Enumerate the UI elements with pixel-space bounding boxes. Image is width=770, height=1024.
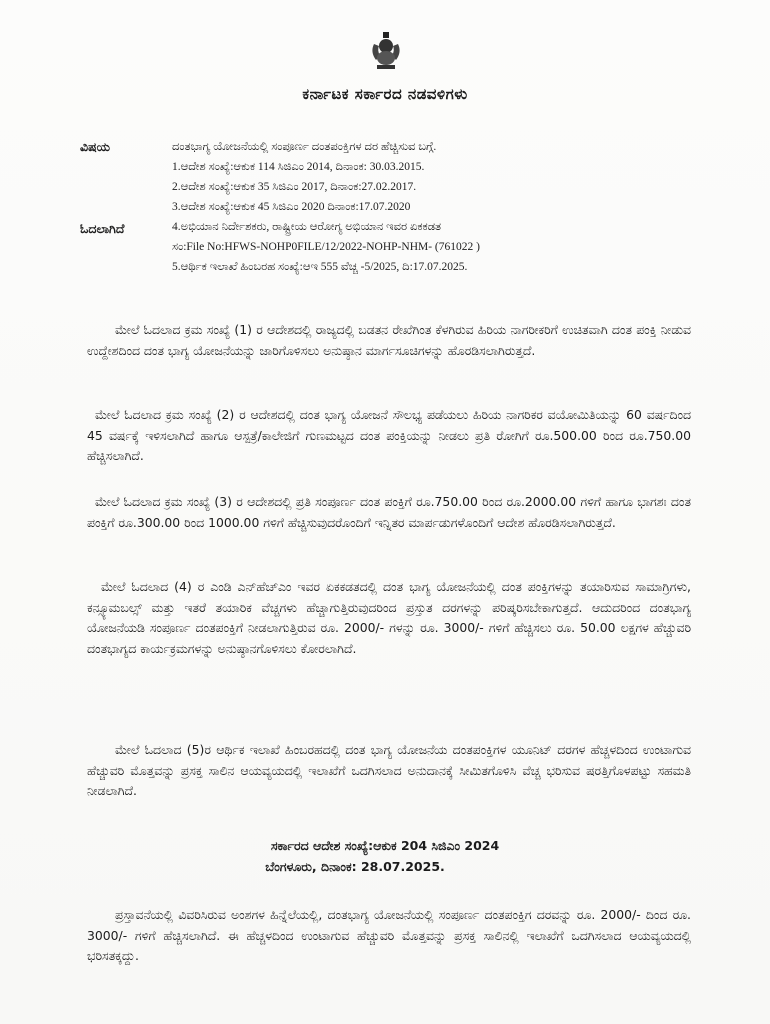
paragraph-4 — [87, 577, 691, 659]
paragraph-5 — [87, 740, 691, 802]
paragraph-text: ಪ್ರಸ್ತಾವನೆಯಲ್ಲಿ ವಿವರಿಸಿರುವ ಅಂಶಗಳ ಹಿನ್ನೆಲೆಯಲ್ಲಿ, ದಂತಭಾಗ್ಯ ಯೋಜನೆಯಲ್ಲಿ ಸಂಪೂರ್ಣ ದಂತಪಂಕ್ತಿಗ ದರವನ್ನು ರೂ. 2000/- ದಿಂದ ರೂ. 3000/- ಗಳಿಗೆ ಹೆಚ್ಚಿಸಲಾಗಿದೆ. ಈ ಹೆಚ್ಚಳದಿಂದ ಉಂಟಾಗುವ ಹೆಚ್ಚುವರಿ ಮೊತ್ತವನ್ನು ಪ್ರಸಕ್ತ ಸಾಲಿನಲ್ಲಿ ಇಲಾಖೆಗೆ ಒದಗಿಸಲಾದ ಆಯವ್ಯಯದಲ್ಲಿ ಭರಿಸತಕ್ಕದ್ದು. — [87, 907, 691, 963]
order-place-date: ಬೆಂಗಳೂರು, ದಿನಾಂಕ: 28.07.2025. — [265, 859, 445, 874]
order-number: ಸರ್ಕಾರದ ಆದೇಶ ಸಂಖ್ಯೆ:ಆಕುಕ 204 ಸಿಜಿಎಂ 2024 — [270, 838, 500, 853]
paragraph-3 — [87, 492, 691, 533]
paragraph-text: ಮೇಲೆ ಓದಲಾದ ಕ್ರಮ ಸಂಖ್ಯೆ (1) ರ ಆದೇಶದಲ್ಲಿ ರಾಜ್ಯದಲ್ಲಿ ಬಡತನ ರೇಖೆಗಿಂತ ಕೆಳಗಿರುವ ಹಿರಿಯ ನಾಗರೀಕರಿಗೆ ಉಚಿತವಾಗಿ ದಂತ ಪಂಕ್ತಿ ನೀಡುವ ಉದ್ದೇಶದಿಂದ ದಂತ ಭಾಗ್ಯ ಯೋಜನೆಯನ್ನು ಜಾರಿಗೊಳಿಸಲು ಅನುಷ್ಠಾನ ಮಾರ್ಗಸೂಚಿಗಳನ್ನು ಹೊರಡಿಸಲಾಗಿರುತ್ತದೆ. — [87, 322, 691, 358]
emblem-icon — [368, 30, 404, 72]
paragraph-1 — [87, 320, 691, 361]
reference-item: 2.ಆದೇಶ ಸಂಖ್ಯೆ:ಆಕುಕ 35 ಸಿಜಿಎಂ 2017, ದಿನಾಂಕ:27.02.2017. — [172, 181, 417, 193]
reference-item: 4.ಅಭಿಯಾನ ನಿರ್ದೇಶಕರು, ರಾಷ್ಟ್ರೀಯ ಆರೋಗ್ಯ ಅಭಿಯಾನ ಇವರ ಏಕಕಡತ — [172, 221, 442, 233]
reference-item: 1.ಆದೇಶ ಸಂಖ್ಯೆ:ಆಕುಕ 114 ಸಿಜಿಎಂ 2014, ದಿನಾಂಕ: 30.03.2015. — [172, 161, 425, 173]
order-paragraph — [87, 905, 691, 967]
subject-label: ವಿಷಯ — [80, 139, 110, 154]
paragraph-text: ಮೇಲೆ ಓದಲಾದ (4) ರ ಎಂಡಿ ಎನ್‌ಹೆಚ್‌ಎಂ ಇವರ ಏಕಕಡತದಲ್ಲಿ ದಂತ ಭಾಗ್ಯ ಯೋಜನೆಯಲ್ಲಿ ದಂತ ಪಂಕ್ತಿಗಳನ್ನು ತಯಾರಿಸುವ ಸಾಮಾಗ್ರಿಗಳು, ಕನ್ಸ್ಯೂಮಬಲ್ಸ್ ಮತ್ತು ಇತರೆ ತಯಾರಿಕ ವೆಚ್ಚಗಳು ಹೆಚ್ಚಾಗುತ್ತಿರುವುದರಿಂದ ಪ್ರಸ್ತುತ ದರಗಳನ್ನು ಪರಿಷ್ಕರಿಸಬೇಕಾಗುತ್ತದೆ. ಆದುದರಿಂದ ದಂತಭಾಗ್ಯ ಯೋಜನೆಯಡಿ ಸಂಪೂರ್ಣ ದಂತಪಂಕ್ತಿಗೆ ನೀಡಲಾಗುತ್ತಿರುವ ರೂ. 2000/- ಗಳನ್ನು ರೂ. 3000/- ಗಳಿಗೆ ಹೆಚ್ಚಿಸಲು ರೂ. 50.00 ಲಕ್ಷಗಳ ಹೆಚ್ಚುವರಿ ದಂತಭಾಗ್ಯದ ಕಾರ್ಯಕ್ರಮಗಳನ್ನು ಅನುಷ್ಠಾನಗೊಳಿಸಲು ಕೋರಲಾಗಿದೆ. — [87, 579, 691, 656]
subject-text: ದಂತಭಾಗ್ಯ ಯೋಜನೆಯಲ್ಲಿ ಸಂಪೂರ್ಣ ದಂತಪಂಕ್ತಿಗಳ ದರ ಹೆಚ್ಚಿಸುವ ಬಗ್ಗೆ. — [172, 141, 437, 153]
paragraph-text: ಮೇಲೆ ಓದಲಾದ ಕ್ರಮ ಸಂಖ್ಯೆ (3) ರ ಆದೇಶದಲ್ಲಿ ಪ್ರತಿ ಸಂಪೂರ್ಣ ದಂತ ಪಂಕ್ತಿಗೆ ರೂ.750.00 ರಿಂದ ರೂ.2000.00 ಗಳಿಗೆ ಹಾಗೂ ಭಾಗಶಃ ದಂತ ಪಂಕ್ತಿಗೆ ರೂ.300.00 ರಿಂದ 1000.00 ಗಳಿಗೆ ಹೆಚ್ಚಿಸುವುದರೊಂದಿಗೆ ಇನ್ನಿತರ ಮಾರ್ಪಡುಗಳೊಂದಿಗೆ ಆದೇಶ ಹೊರಡಿಸಲಾಗಿರುತ್ತದೆ. — [87, 494, 691, 530]
read-label: ಓದಲಾಗಿದೆ — [80, 221, 125, 236]
paragraph-text: ಮೇಲೆ ಓದಲಾದ (5)ರ ಆರ್ಥಿಕ ಇಲಾಖೆ ಹಿಂಬರಹದಲ್ಲಿ ದಂತ ಭಾಗ್ಯ ಯೋಜನೆಯ ದಂತಪಂಕ್ತಿಗಳ ಯೂನಿಟ್ ದರಗಳ ಹೆಚ್ಚಳದಿಂದ ಉಂಟಾಗುವ ಹೆಚ್ಚುವರಿ ಮೊತ್ತವನ್ನು ಪ್ರಸಕ್ತ ಸಾಲಿನ ಆಯವ್ಯಯದಲ್ಲಿ ಇಲಾಖೆಗೆ ಒದಗಿಸಲಾದ ಅನುದಾನಕ್ಕೆ ಸೀಮಿತಗೊಳಿಸಿ ವೆಚ್ಚ ಭರಿಸುವ ಷರತ್ತಿಗೊಳಪಟ್ಟು ಸಹಮತಿ ನೀಡಲಾಗಿದೆ. — [87, 742, 691, 798]
reference-item: 3.ಆದೇಶ ಸಂಖ್ಯೆ:ಆಕುಕ 45 ಸಿಜಿಎಂ 2020 ದಿನಾಂಕ:17.07.2020 — [172, 201, 411, 213]
paragraph-2 — [87, 405, 691, 467]
paragraph-text: ಮೇಲೆ ಓದಲಾದ ಕ್ರಮ ಸಂಖ್ಯೆ (2) ರ ಆದೇಶದಲ್ಲಿ ದಂತ ಭಾಗ್ಯ ಯೋಜನೆ ಸೌಲಭ್ಯ ಪಡೆಯಲು ಹಿರಿಯ ನಾಗರಿಕರ ವಯೋಮಿತಿಯನ್ನು 60 ವರ್ಷದಿಂದ 45 ವರ್ಷಕ್ಕೆ ಇಳಿಸಲಾಗಿದೆ ಹಾಗೂ ಆಸ್ಪತ್ರೆ/ಕಾಲೇಜಿಗೆ ಗುಣಮಟ್ಟದ ದಂತ ಪಂಕ್ತಿಯನ್ನು ನೀಡಲು ಪ್ರತಿ ರೋಗಿಗೆ ರೂ.500.00 ರಿಂದ ರೂ.750.00 ಹೆಚ್ಚಿಸಲಾಗಿದೆ. — [87, 407, 691, 463]
reference-item: 5.ಆರ್ಥಿಕ ಇಲಾಖೆ ಹಿಂಬರಹ ಸಂಖ್ಯೆ:ಆಇ 555 ವೆಚ್ಚ -5/2025, ದಿ:17.07.2025. — [172, 261, 468, 273]
reference-item: ಸಂ:File No:HFWS-NOHP0FILE/12/2022-NOHP-NHM- (761022 ) — [172, 241, 480, 253]
document-title: ಕರ್ನಾಟಕ ಸರ್ಕಾರದ ನಡವಳಿಗಳು — [302, 85, 468, 103]
